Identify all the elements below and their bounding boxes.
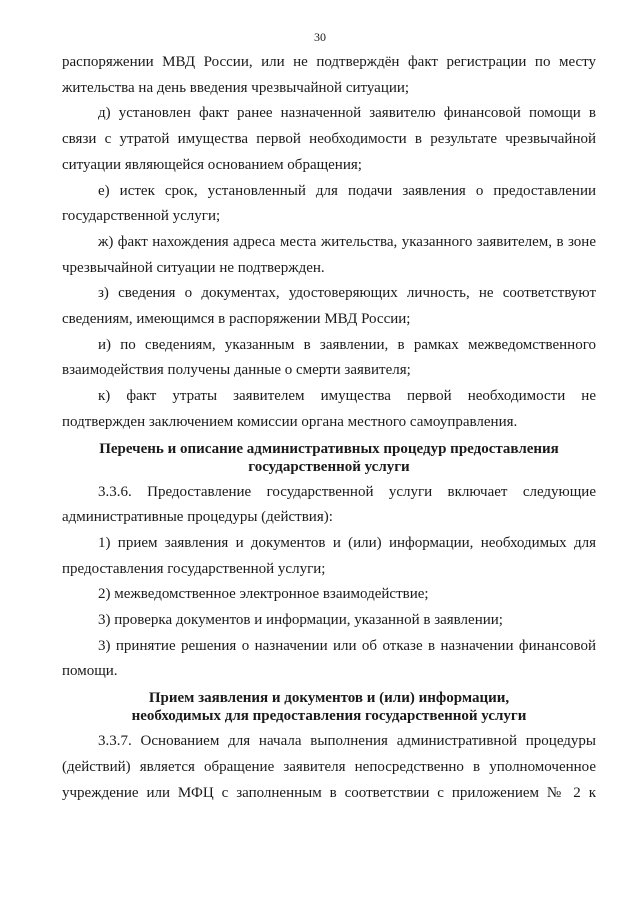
- paragraph: и) по сведениям, указанным в заявлении, в рамках межведомственного взаимодействия получены данные о смерти заявителя;: [62, 336, 596, 379]
- paragraph: 1) прием заявления и документов и (или) информации, необходимых для предоставления государственной услуги;: [62, 534, 596, 577]
- paragraph: 3) принятие решения о назначении или об отказе в назначении финансовой помощи.: [62, 637, 596, 680]
- paragraph: е) истек срок, установленный для подачи заявления о предоставлении государственной услуги;: [62, 182, 596, 225]
- paragraph: 3) проверка документов и информации, указанной в заявлении;: [98, 612, 503, 629]
- paragraph: к) факт утраты заявителем имущества первой необходимости не подтвержден заключением комиссии органа местного самоуправления.: [62, 388, 596, 430]
- section-heading: [62, 436, 596, 480]
- paragraph: д) установлен факт ранее назначенной заявителю финансовой помощи в связи с утратой имущества первой необходимости в результате чрезвычайной ситуации являющейся основанием обращения;: [62, 105, 596, 173]
- document-body: [62, 50, 596, 806]
- paragraph: ж) факт нахождения адреса места жительства, указанного заявителем, в зоне чрезвычайной ситуации не подтвержден.: [62, 233, 596, 276]
- section-heading-line: необходимых для предоставления государственной услуги: [131, 708, 527, 725]
- section-heading-line: Прием заявления и документов и (или) информации,: [148, 690, 510, 707]
- paragraph: распоряжении МВД России, или не подтверждён факт регистрации по месту жительства на день введения чрезвычайной ситуации;: [62, 54, 596, 96]
- section-heading: [62, 685, 596, 729]
- paragraph: з) сведения о документах, удостоверяющих личность, не соответствуют сведениям, имеющимся в распоряжении МВД России;: [62, 285, 596, 328]
- paragraph: 2) межведомственное электронное взаимодействие;: [98, 586, 429, 603]
- section-heading-line: Перечень и описание административных процедур предоставления: [99, 440, 559, 457]
- section-heading-line: государственной услуги: [248, 458, 410, 475]
- paragraph: 3.3.6. Предоставление государственной услуги включает следующие административные процедуры (действия):: [62, 483, 596, 526]
- paragraph: 3.3.7. Основанием для начала выполнения административной процедуры (действий) является обращение заявителя непосредственно в уполномоченное учреждение или МФЦ с заполненным в соответствии с приложением № 2 к: [62, 733, 596, 801]
- page-number: 30: [314, 30, 326, 44]
